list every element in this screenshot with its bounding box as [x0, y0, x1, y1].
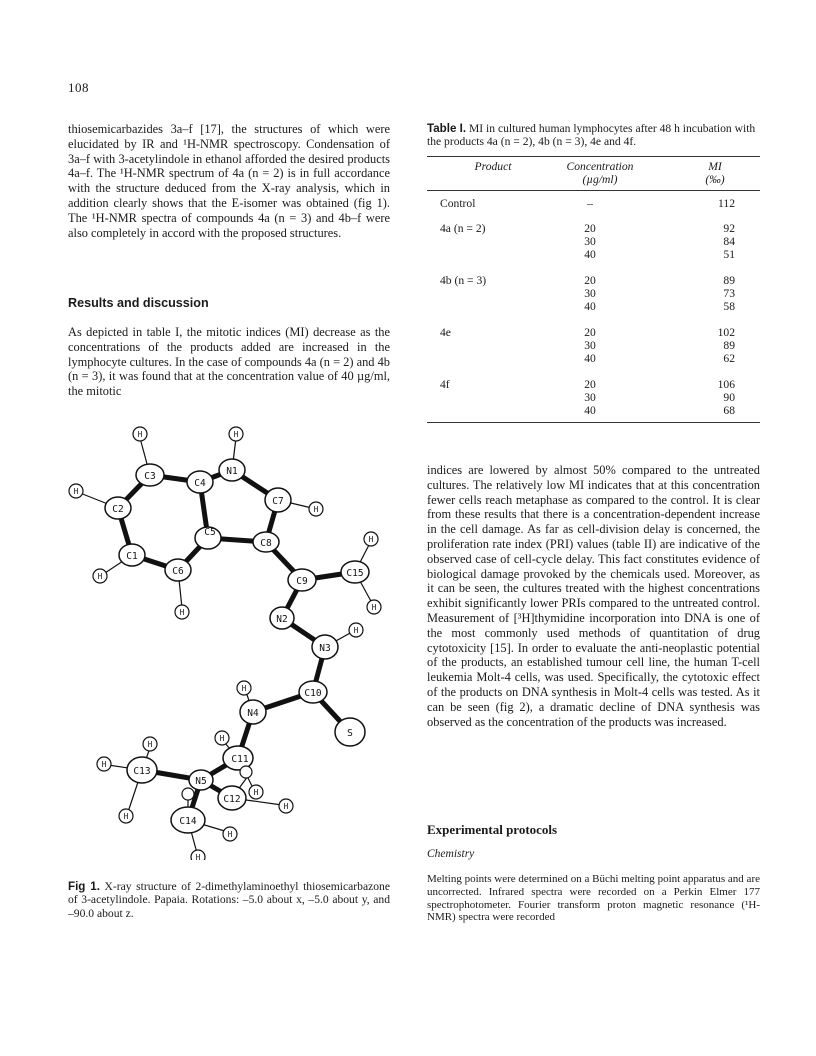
atom-label-h: H — [241, 684, 247, 693]
atom-label-h: H — [179, 608, 185, 617]
table-cell-concentration: 40 — [584, 352, 596, 365]
table-header-concentration-title: Concentration — [566, 160, 634, 173]
atom-label-h: H — [101, 760, 107, 769]
table-cell-mi: 90 — [723, 391, 735, 404]
table-header-mi-unit: (‰) — [705, 173, 725, 186]
atom-label-n1: N1 — [226, 466, 238, 477]
paragraph-synthesis: thiosemicarbazides 3a–f [17], the structures of which were elucidated by IR and ¹H-NMR spectroscopy. Condensation of 3a–f with 3-acetylindole in ethanol afforded the desired products 4a–f. The ¹H-NMR spectrum of 4a (n = 2) is in full accordance with the structure deduced from the X-ray analysis, which in addition clearly shows that the E-isomer was obtained (fig 1). The ¹H-NMR spectra of compounds 4a (n = 3) and 4b–f were also completely in accord with the proposed structures. — [68, 122, 390, 240]
table-cell-concentration: 30 — [584, 391, 596, 404]
table-caption-label: Table I. — [427, 122, 467, 135]
atom-label-c14: C14 — [179, 816, 197, 827]
table-cell-concentration: 30 — [584, 339, 596, 352]
atom-label-c13: C13 — [133, 766, 151, 777]
table-cell-product: 4a (n = 2) — [440, 222, 486, 235]
table-cell-concentration: 20 — [584, 222, 596, 235]
table-cell-mi: 62 — [723, 352, 735, 365]
atom-label-h: H — [313, 505, 319, 514]
atom-label-c4: C4 — [194, 478, 206, 489]
atom-label-c10: C10 — [304, 688, 322, 699]
table-bottom-rule — [427, 422, 760, 423]
heading-results-discussion: Results and discussion — [68, 296, 209, 310]
table-cell-mi: 89 — [723, 339, 735, 352]
atom-label-h: H — [233, 430, 239, 439]
atom-label-h: H — [353, 626, 359, 635]
table-header-mi — [680, 160, 750, 186]
table-header-concentration — [545, 160, 655, 186]
atom-label-n4: N4 — [247, 708, 259, 719]
paragraph-chemistry: Melting points were determined on a Büchi melting point apparatus and are uncorrected. Infrared spectra were recorded on a Perkin Elmer 177 spectrophotometer. Fourier transform proton magnetic resonance (¹H-NMR) spectra were recorded — [427, 873, 760, 924]
atom-labels — [112, 466, 363, 827]
table-caption-text: MI in cultured human lymphocytes after 48 h incubation with the products 4a (n = 2), 4b (n = 3), 4e and 4f. — [427, 122, 756, 149]
atom-label-c9: C9 — [296, 576, 308, 587]
paragraph-discussion: indices are lowered by almost 50% compared to the untreated cultures. The relatively low MI indicates that at this concentration fewer cells reach metaphase as compared to the control. It is clear from these results that there is a concentration-dependent increase in the cell damage. As far as cell-division delay is concerned, the proliferation rate index (PRI) values (table II) are indicative of the observed case of cell-cycle delay. This fact constitutes evidence of biological damage provoked by the chemicals used. Moreover, as it can be seen, the cultures treated with the highest concentrations exhibit significantly lower PRIs compared to the untreated control. Measurement of [³H]thymidine incorporation into DNA is one of the most commonly used methods of quantitation of drug cytotoxicity [15]. In order to evaluate the anti-neoplastic potential of the products, an established tumour cell line, the human T-cell leukemia Molt-4 cells, was used. Specifically, the cytotoxic effect of the products on DNA synthesis in Molt-4 cells was tested. As it can be seen (fig 2), a dramatic decline of DNA synthesis was observed as the concentration of the products was increased. — [427, 463, 760, 729]
table-header-mi-title: MI — [708, 160, 722, 173]
atom-label-h: H — [371, 603, 377, 612]
table-cell-concentration: 20 — [584, 274, 596, 287]
atom-label-h: H — [97, 572, 103, 581]
figure-caption-label: Fig 1. — [68, 880, 100, 893]
atom-label-h: H — [283, 802, 289, 811]
right-column-text — [427, 463, 760, 729]
atom-label-h: H — [123, 812, 129, 821]
table-header-concentration-unit: (µg/ml) — [582, 173, 618, 186]
left-column-results-text — [68, 325, 390, 399]
table-cell-mi: 84 — [723, 235, 735, 248]
table-cell-mi: 73 — [723, 287, 735, 300]
atom-label-h: H — [227, 830, 233, 839]
table-header-rule — [427, 190, 760, 191]
table-cell-mi: 102 — [717, 326, 735, 339]
atom-label-h: H — [137, 430, 143, 439]
atom-label-c11: C11 — [231, 754, 249, 765]
table-cell-product: 4f — [440, 378, 450, 391]
table-cell-concentration: 20 — [584, 326, 596, 339]
atom-label-c3: C3 — [144, 471, 156, 482]
figure-caption-text: X-ray structure of 2-dimethylaminoethyl thiosemicarbazone of 3-acetylindole. Papaia. Rotations: –5.0 about x, –5.0 about y, and –90.0 about z. — [68, 880, 390, 920]
table-cell-product: 4e — [440, 326, 451, 339]
table-cell-mi: 51 — [723, 248, 735, 261]
table-cell-concentration: 40 — [584, 300, 596, 313]
table-cell-concentration: 20 — [584, 378, 596, 391]
atom-label-c15: C15 — [346, 568, 364, 579]
atom-label-h: H — [195, 853, 201, 860]
table-cell-mi: 106 — [717, 378, 735, 391]
atom-h — [182, 788, 194, 800]
atom-label-c1: C1 — [126, 551, 138, 562]
atom-label-h: H — [73, 487, 79, 496]
table-cell-concentration: 30 — [584, 287, 596, 300]
atom-label-c12: C12 — [223, 794, 241, 805]
table-caption — [427, 122, 760, 149]
atom-label-h: H — [368, 535, 374, 544]
atom-label-n3: N3 — [319, 643, 331, 654]
atom-label-c8: C8 — [260, 538, 272, 549]
xray-structure-figure — [60, 420, 405, 860]
atom-label-s: S — [347, 728, 353, 739]
heading-experimental-protocols: Experimental protocols — [427, 822, 558, 837]
table-cell-concentration: 40 — [584, 404, 596, 417]
paragraph-results: As depicted in table I, the mitotic indices (MI) decrease as the concentrations of the products added are increased in the lymphocyte cultures. In the case of compounds 4a (n = 2) and 4b (n = 3), it was found that at the concentration value of 40 µg/ml, the mitotic — [68, 325, 390, 399]
atom-label-c2: C2 — [112, 504, 124, 515]
table-cell-concentration: 30 — [584, 235, 596, 248]
table-cell-mi: 89 — [723, 274, 735, 287]
table-cell-mi: 112 — [718, 197, 735, 210]
atom-label-c6: C6 — [172, 566, 184, 577]
table-cell-mi: 68 — [723, 404, 735, 417]
atom-label-h: H — [147, 740, 153, 749]
table-cell-mi: 92 — [723, 222, 735, 235]
table-top-rule — [427, 156, 760, 157]
table-header-product: Product — [474, 160, 512, 173]
table-cell-product: Control — [440, 197, 476, 210]
table-cell-concentration: – — [587, 197, 593, 210]
left-column-text — [68, 122, 390, 240]
atom-label-n5: N5 — [195, 776, 207, 787]
atom-label-c7: C7 — [272, 496, 284, 507]
figure-caption — [68, 880, 390, 920]
table-cell-mi: 58 — [723, 300, 735, 313]
atom-h — [240, 766, 252, 778]
atom-label-c5: C5 — [204, 527, 216, 538]
atom-label-n2: N2 — [276, 614, 288, 625]
page-number: 108 — [68, 80, 89, 95]
atom-label-h: H — [253, 788, 259, 797]
subheading-chemistry: Chemistry — [427, 848, 475, 860]
atom-label-h: H — [219, 734, 225, 743]
table-cell-concentration: 40 — [584, 248, 596, 261]
table-cell-product: 4b (n = 3) — [440, 274, 487, 287]
